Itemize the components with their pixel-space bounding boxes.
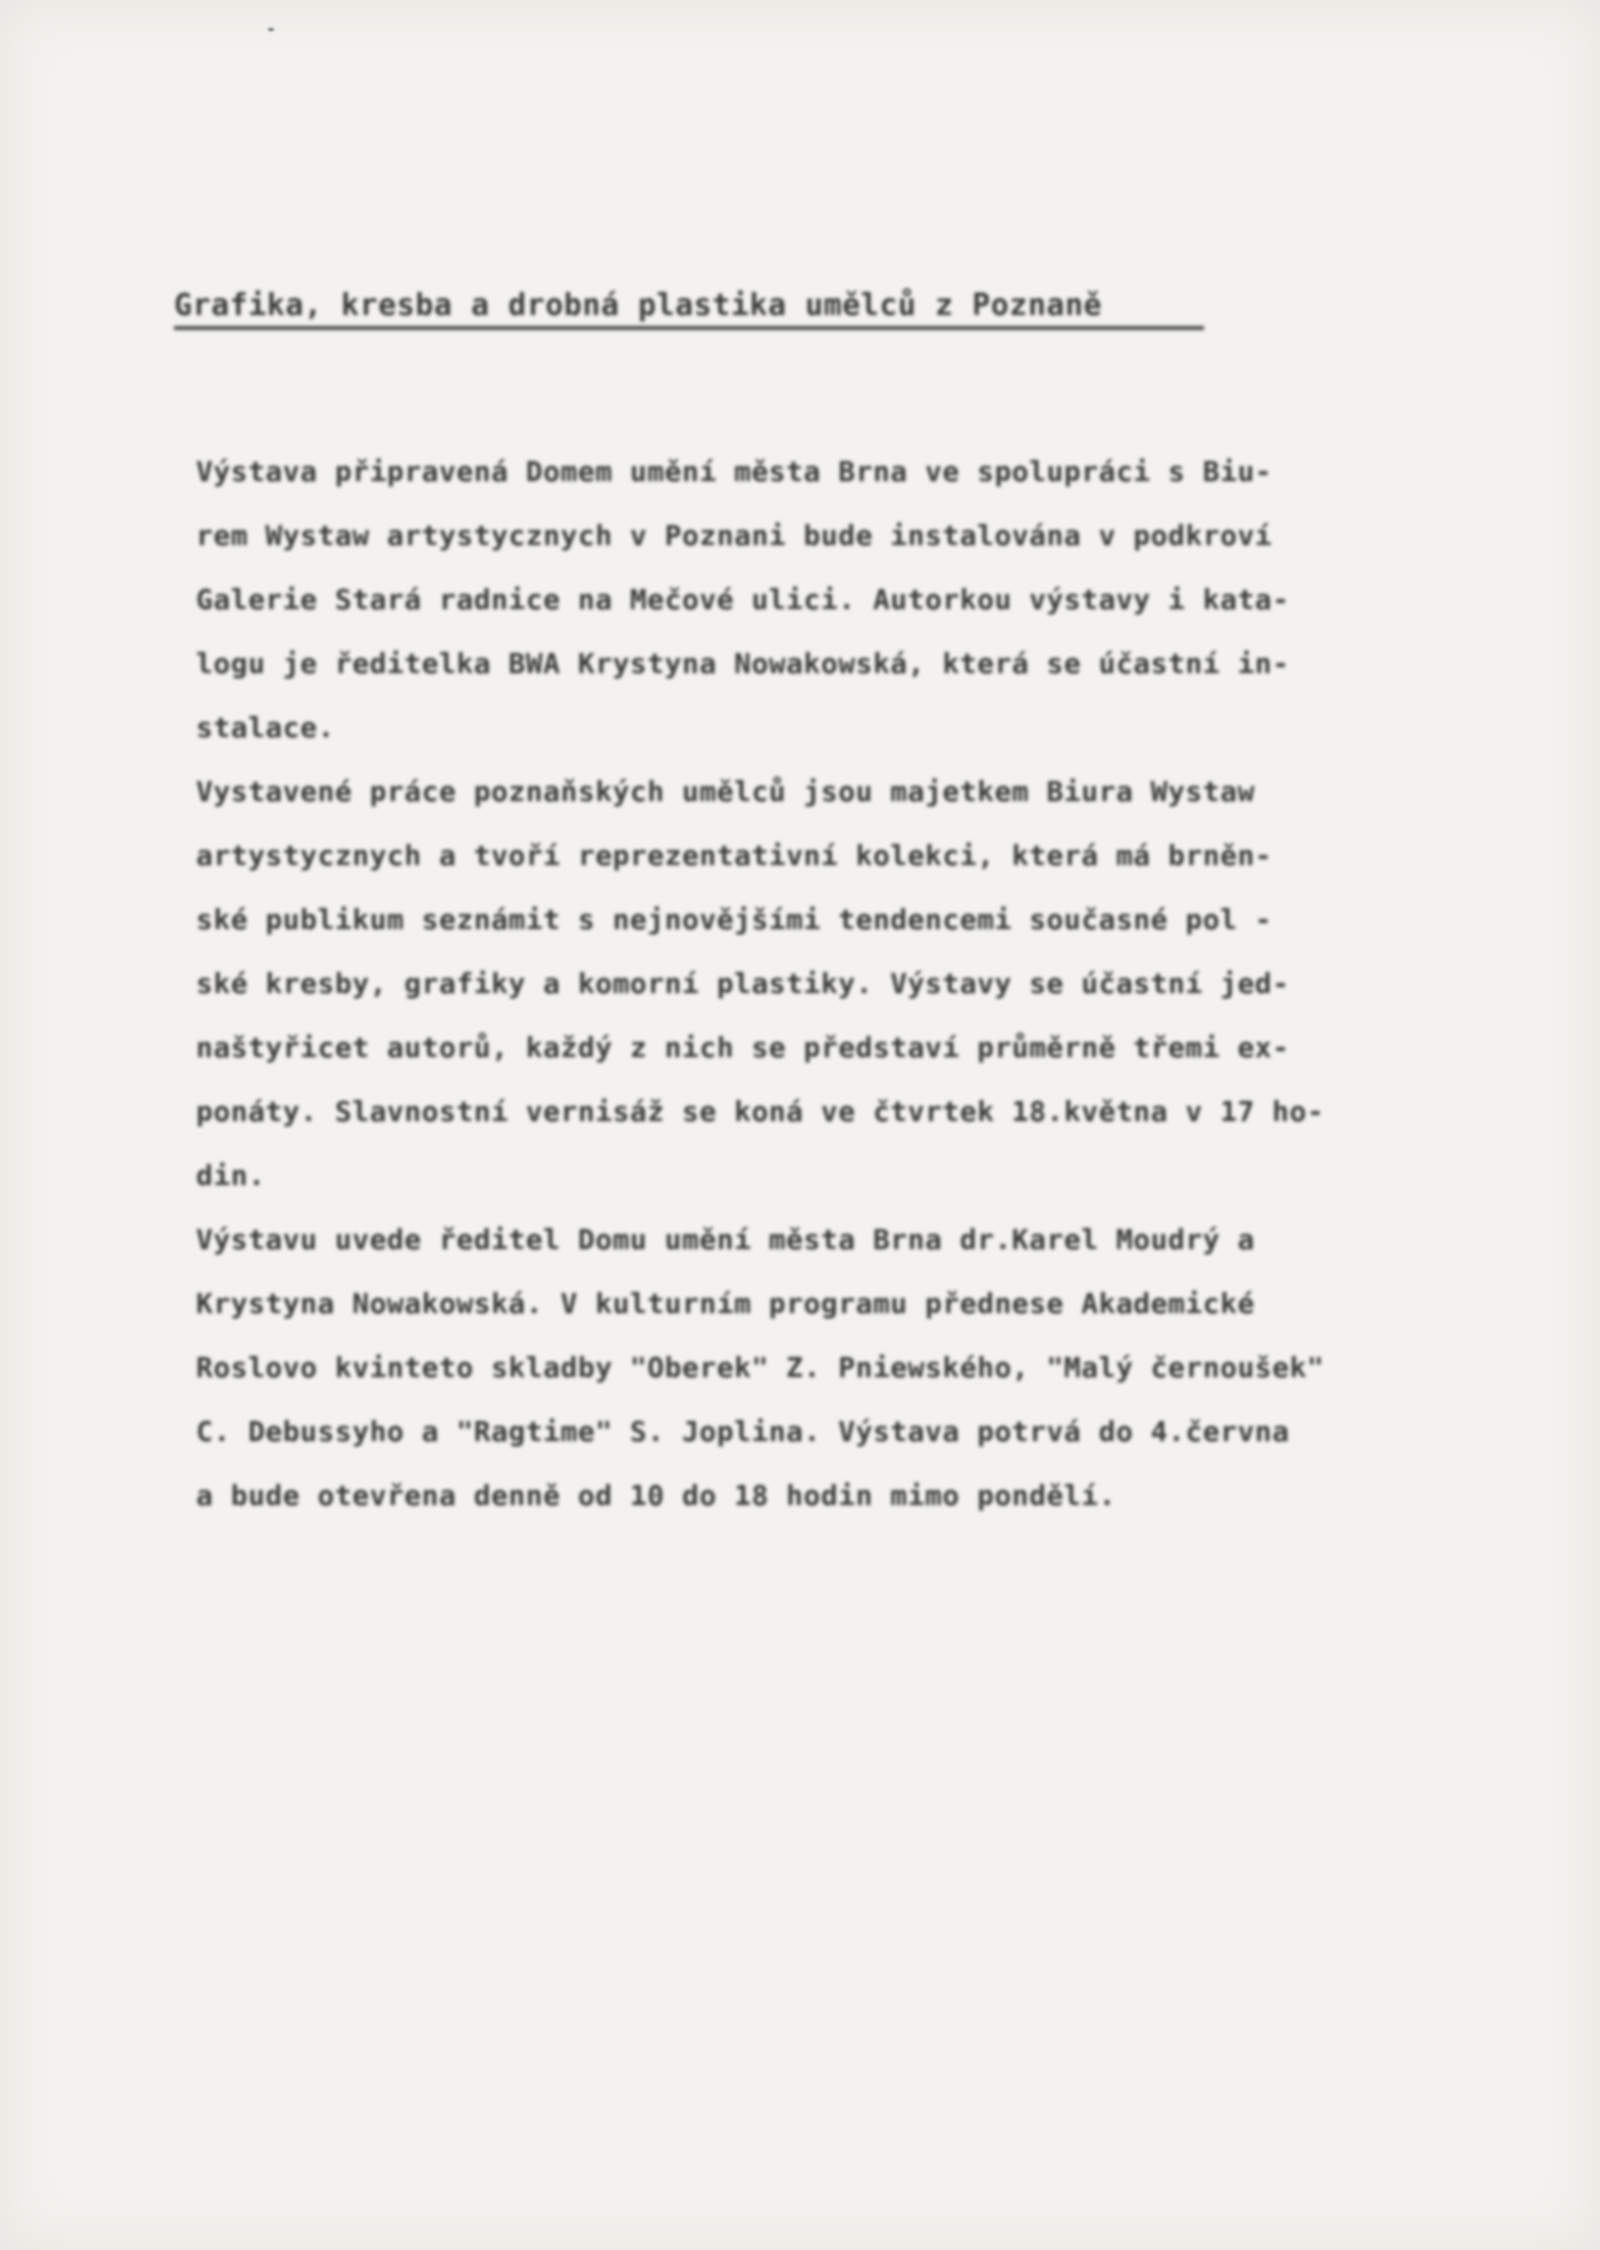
text-line: rem Wystaw artystycznych v Poznani bude instalována v podkroví [196, 519, 1273, 552]
paragraph-3 [196, 1208, 1446, 1528]
paragraph-2 [196, 760, 1446, 1208]
text-line: Výstavu uvede ředitel Domu umění města Brna dr.Karel Moudrý a [196, 1223, 1255, 1256]
text-line: Vystavené práce poznaňských umělců jsou majetkem Biura Wystaw [196, 775, 1255, 808]
text-line: C. Debussyho a "Ragtime" S. Joplina. Výstava potrvá do 4.června [196, 1415, 1290, 1448]
text-line: Výstava připravená Domem umění města Brna ve spolupráci s Biu- [196, 455, 1273, 488]
text-line: Roslovo kvinteto skladby "Oberek" Z. Pniewského, "Malý černoušek" [196, 1351, 1325, 1384]
text-line: ské publikum seznámit s nejnovějšími tendencemi současné pol - [196, 903, 1273, 936]
text-line: stalace. [196, 711, 335, 744]
text-line: Galerie Stará radnice na Mečové ulici. Autorkou výstavy i kata- [196, 583, 1290, 616]
document-title: Grafika, kresba a drobná plastika umělců z Poznaně [174, 286, 1204, 330]
text-line: logu je ředitelka BWA Krystyna Nowakowská, která se účastní in- [196, 647, 1290, 680]
text-line: ponáty. Slavnostní vernisáž se koná ve čtvrtek 18.května v 17 ho- [196, 1095, 1325, 1128]
text-line: Krystyna Nowakowská. V kulturním programu přednese Akademické [196, 1287, 1255, 1320]
text-line: din. [196, 1159, 266, 1192]
text-line: naštyřicet autorů, každý z nich se představí průměrně třemi ex- [196, 1031, 1290, 1064]
text-line: a bude otevřena denně od 10 do 18 hodin mimo pondělí. [196, 1479, 1116, 1512]
document-body [196, 440, 1446, 1528]
text-line: artystycznych a tvoří reprezentativní kolekci, která má brněn- [196, 839, 1273, 872]
paragraph-1 [196, 440, 1446, 760]
text-line: ské kresby, grafiky a komorní plastiky. Výstavy se účastní jed- [196, 967, 1290, 1000]
paper-speck [268, 28, 274, 31]
